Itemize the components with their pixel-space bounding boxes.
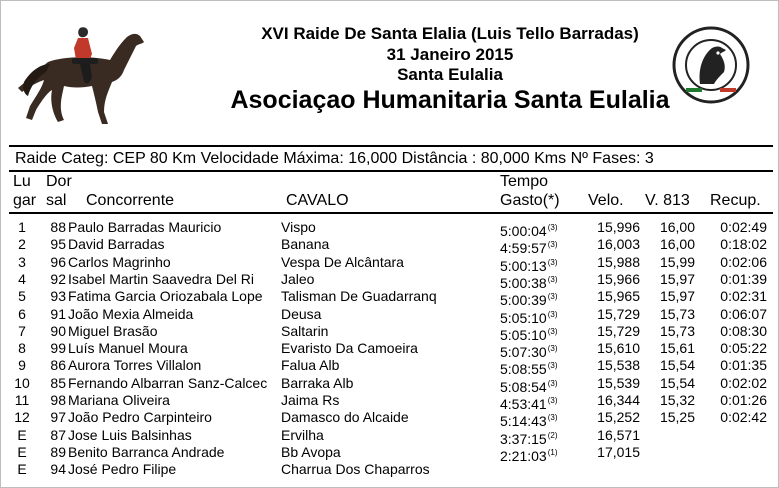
cell-dorsal: 85 — [50, 374, 66, 391]
cell-cavalo: Falua Alb — [281, 357, 340, 374]
horse-rider-photo — [8, 20, 158, 132]
cell-v813: 16,00 — [659, 219, 695, 235]
cell-dorsal: 94 — [50, 461, 66, 478]
cell-tempo-value: 5:05:10 — [500, 326, 547, 343]
cell-cavalo: Bb Avopa — [281, 443, 341, 460]
cell-cavalo: Ervilha — [281, 426, 324, 443]
cell-concorrente: João Pedro Carpinteiro — [68, 409, 212, 426]
cell-dorsal: 87 — [50, 426, 66, 443]
cell-concorrente: Luís Manuel Moura — [68, 340, 188, 357]
cell-cavalo: Banana — [281, 236, 330, 253]
cell-cavalo: Vespa De Alcântara — [281, 253, 404, 270]
header-cavalo: CAVALO — [286, 192, 349, 209]
header-lugar-1: Lu — [13, 173, 31, 190]
cell-tempo-value: 5:08:55 — [500, 361, 547, 378]
cell-v813: 15,25 — [659, 409, 695, 426]
cell-lugar: 7 — [18, 322, 26, 339]
cell-tempo-value: 4:53:41 — [500, 396, 547, 412]
cell-concorrente: Aurora Torres Villalon — [68, 357, 202, 374]
cell-velo: 17,015 — [597, 443, 640, 460]
cell-velo: 15,729 — [597, 305, 640, 322]
cell-concorrente: Miguel Brasão — [68, 322, 158, 339]
header-tempo-1: Tempo — [500, 173, 549, 190]
cell-fases: (3) — [547, 413, 558, 423]
cell-lugar: 6 — [18, 305, 26, 322]
cell-v813: 15,73 — [659, 305, 695, 322]
cell-lugar: 10 — [14, 374, 30, 391]
divider-top — [9, 145, 773, 147]
cell-cavalo: Charrua Dos Chaparros — [281, 461, 430, 478]
cell-fases: (3) — [547, 292, 558, 302]
cell-fases: (3) — [547, 396, 558, 405]
cell-tempo-value: 5:00:38 — [500, 274, 547, 291]
cell-dorsal: 86 — [50, 357, 66, 374]
organizer-name: Asociaçao Humanitaria Santa Eulalia — [230, 86, 670, 114]
cell-fases: (3) — [547, 344, 558, 354]
cell-fases: (3) — [547, 240, 558, 250]
cell-recup: 0:02:49 — [720, 219, 767, 235]
cell-tempo-value: 5:14:43 — [500, 413, 547, 430]
cell-tempo-value: 5:05:10 — [500, 309, 547, 326]
cell-tempo-value: 5:00:13 — [500, 257, 547, 274]
cell-cavalo: Jaima Rs — [281, 392, 340, 408]
header-tempo-2: Gasto(*) — [500, 192, 560, 209]
cell-v813: 16,00 — [659, 236, 695, 253]
cell-velo: 15,610 — [597, 340, 640, 357]
cell-concorrente: João Mexia Almeida — [68, 305, 194, 322]
cell-v813: 15,61 — [659, 340, 695, 357]
event-location: Santa Eulalia — [397, 65, 503, 84]
cell-dorsal: 89 — [50, 443, 66, 460]
cell-v813: 15,73 — [659, 322, 695, 339]
cell-recup: 0:18:02 — [720, 236, 767, 253]
cell-fases: (2) — [547, 430, 558, 440]
cell-cavalo: Saltarin — [281, 322, 329, 339]
cell-fases: (3) — [547, 257, 558, 267]
header-dorsal-1: Dor — [46, 173, 72, 190]
cell-recup: 0:05:22 — [720, 340, 767, 357]
divider-header — [9, 212, 773, 214]
cell-fases: (1) — [547, 447, 558, 457]
cell-lugar: 8 — [18, 340, 26, 357]
cell-concorrente: Paulo Barradas Mauricio — [68, 219, 222, 235]
cell-dorsal: 96 — [50, 253, 66, 270]
cell-recup: 0:01:39 — [720, 270, 767, 287]
cell-tempo-value: 5:08:54 — [500, 378, 547, 395]
cell-tempo-value: 2:21:03 — [500, 447, 547, 464]
cell-tempo-value: 5:07:30 — [500, 344, 547, 361]
cell-fases: (3) — [547, 378, 558, 388]
cell-recup: 0:01:35 — [720, 357, 767, 374]
cell-fases: (3) — [547, 326, 558, 336]
cell-velo: 16,003 — [597, 236, 640, 253]
cell-v813: 15,97 — [659, 270, 695, 287]
event-date: 31 Janeiro 2015 — [386, 45, 514, 64]
cell-cavalo: Talisman De Guadarranq — [281, 288, 437, 305]
cell-lugar: 5 — [18, 288, 26, 305]
cell-recup: 0:02:06 — [720, 253, 767, 270]
cell-velo: 15,966 — [597, 270, 640, 287]
cell-concorrente: Fatima Garcia Oriozabala Lope — [68, 288, 263, 305]
cell-dorsal: 92 — [50, 270, 66, 287]
cell-velo: 15,539 — [597, 374, 640, 391]
cell-lugar: 12 — [14, 409, 30, 426]
cell-concorrente: Jose Luis Balsinhas — [68, 426, 192, 443]
cell-lugar: 1 — [18, 219, 26, 235]
cell-velo: 15,996 — [597, 219, 640, 235]
cell-recup: 0:02:31 — [720, 288, 767, 305]
cell-dorsal: 90 — [50, 322, 66, 339]
cell-velo: 16,344 — [597, 392, 640, 408]
cell-cavalo: Evaristo Da Camoeira — [281, 340, 418, 357]
cell-lugar: 4 — [18, 270, 26, 287]
cell-recup: 0:06:07 — [720, 305, 767, 322]
cell-dorsal: 88 — [50, 219, 66, 235]
header-dorsal-2: sal — [46, 192, 67, 209]
cell-lugar: E — [17, 461, 27, 478]
header-concorrente: Concorrente — [86, 192, 175, 209]
cell-velo: 15,729 — [597, 322, 640, 339]
cell-fases: (3) — [547, 274, 558, 284]
cell-velo: 15,252 — [597, 409, 640, 426]
cell-velo: 16,571 — [597, 426, 640, 443]
cell-tempo-value: 4:59:57 — [500, 240, 547, 257]
cell-v813: 15,54 — [659, 374, 695, 391]
cell-dorsal: 97 — [50, 409, 66, 426]
cell-v813: 15,54 — [659, 357, 695, 374]
cell-recup: 0:01:26 — [720, 392, 767, 408]
cell-concorrente: Mariana Oliveira — [68, 392, 170, 408]
cell-tempo-value: 5:00:39 — [500, 292, 547, 309]
cell-v813: 15,99 — [659, 253, 695, 270]
cell-cavalo: Vispo — [281, 219, 316, 235]
cell-tempo-value: 5:00:04 — [500, 223, 547, 239]
cell-lugar: 11 — [14, 392, 30, 408]
cell-recup: 0:08:30 — [720, 322, 767, 339]
cell-fases: (3) — [547, 361, 558, 371]
cell-fases: (3) — [547, 309, 558, 319]
divider-info — [9, 170, 773, 172]
header-recup: Recup. — [710, 192, 761, 209]
cell-cavalo: Deusa — [281, 305, 322, 322]
cell-dorsal: 98 — [50, 392, 66, 408]
header-v813: V. 813 — [645, 192, 690, 209]
cell-dorsal: 95 — [50, 236, 66, 253]
cell-velo: 15,965 — [597, 288, 640, 305]
cell-velo: 15,538 — [597, 357, 640, 374]
cell-concorrente: David Barradas — [68, 236, 165, 253]
race-info: Raide Categ: CEP 80 Km Velocidade Máxima: 16,000 Distância : 80,000 Kms Nº Fases: 3 — [15, 150, 654, 167]
cell-v813: 15,32 — [659, 392, 695, 408]
header-velo: Velo. — [588, 192, 624, 209]
cell-recup: 0:02:02 — [720, 374, 767, 391]
cell-lugar: E — [17, 443, 27, 460]
cell-concorrente: Benito Barranca Andrade — [68, 443, 225, 460]
cell-lugar: 9 — [18, 357, 26, 374]
cell-v813: 15,97 — [659, 288, 695, 305]
cell-cavalo: Damasco do Alcaide — [281, 409, 409, 426]
cell-dorsal: 91 — [50, 305, 66, 322]
header-lugar-2: gar — [13, 192, 37, 209]
cell-cavalo: Jaleo — [281, 270, 315, 287]
cell-lugar: 3 — [18, 253, 26, 270]
cell-dorsal: 93 — [50, 288, 66, 305]
cell-cavalo: Barraka Alb — [281, 374, 354, 391]
cell-concorrente: Carlos Magrinho — [68, 253, 171, 270]
cell-recup: 0:02:42 — [720, 409, 767, 426]
cell-tempo — [500, 461, 501, 482]
cell-fases: (3) — [547, 223, 558, 232]
event-title: XVI Raide De Santa Elalia (Luis Tello Barradas) — [261, 24, 639, 43]
cell-concorrente: José Pedro Filipe — [68, 461, 177, 478]
cell-concorrente: Isabel Martin Saavedra Del Ri — [68, 270, 254, 287]
cell-concorrente: Fernando Albarran Sanz-Calcec — [68, 374, 268, 391]
cell-tempo — [500, 444, 558, 465]
cell-lugar: 2 — [18, 236, 26, 253]
cell-tempo-value: 3:37:15 — [500, 430, 547, 447]
cell-velo: 15,988 — [597, 253, 640, 270]
cell-lugar: E — [17, 426, 27, 443]
cell-dorsal: 99 — [50, 340, 66, 357]
